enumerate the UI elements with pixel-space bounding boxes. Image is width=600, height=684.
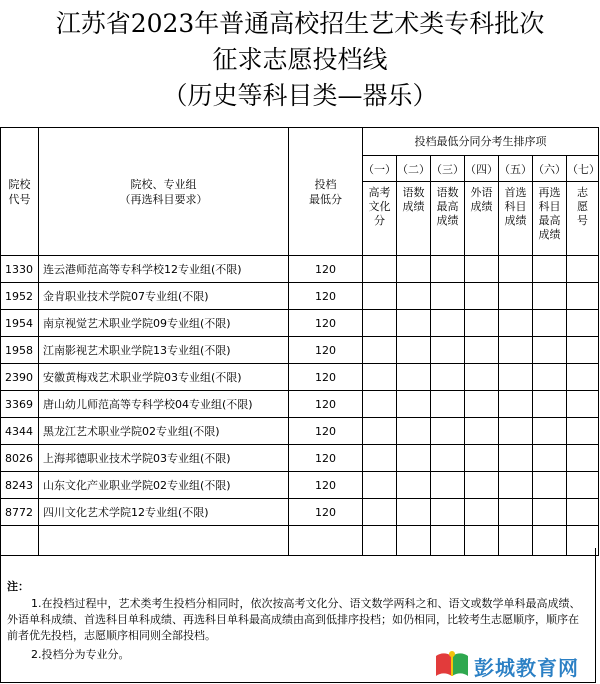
rank-value-cell <box>533 337 567 364</box>
rank-value-cell <box>363 337 397 364</box>
rank-value-cell <box>363 472 397 499</box>
rank-value-cell <box>465 310 499 337</box>
header-min-score: 投档 最低分 <box>289 128 363 256</box>
rank-value-cell <box>567 472 599 499</box>
rank-value-cell <box>397 445 431 472</box>
rank-value-cell <box>533 256 567 283</box>
rank-value-cell <box>465 445 499 472</box>
rank-value-cell <box>499 445 533 472</box>
rank-value-cell <box>499 418 533 445</box>
rank-value-cell <box>465 256 499 283</box>
min-score: 120 <box>289 256 363 283</box>
table-row <box>1 391 599 418</box>
rank-value-cell <box>397 283 431 310</box>
open-book-icon <box>434 650 470 678</box>
table-row <box>1 310 599 337</box>
watermark-logo <box>430 648 598 680</box>
min-score: 120 <box>289 337 363 364</box>
admission-score-table <box>0 127 599 556</box>
min-score: 120 <box>289 283 363 310</box>
rank-value-cell <box>499 283 533 310</box>
school-group-name: 江南影视艺术职业学院13专业组(不限) <box>39 337 289 364</box>
rank-value-cell <box>567 418 599 445</box>
rank-value-cell <box>431 337 465 364</box>
rank-value-cell <box>465 364 499 391</box>
rank-value-cell <box>533 310 567 337</box>
rank-value-cell <box>567 499 599 526</box>
rank-value-cell <box>431 310 465 337</box>
rank-value-cell <box>465 499 499 526</box>
rank-value-cell <box>567 337 599 364</box>
notes-label: 注： <box>7 580 29 593</box>
rank-value-cell <box>397 364 431 391</box>
rank-col-number: （一） <box>363 156 397 182</box>
rank-value-cell <box>533 283 567 310</box>
rank-value-cell <box>465 283 499 310</box>
school-group-name: 山东文化产业职业学院02专业组(不限) <box>39 472 289 499</box>
rank-value-cell <box>397 418 431 445</box>
school-group-name: 黑龙江艺术职业学院02专业组(不限) <box>39 418 289 445</box>
rank-value-cell <box>533 472 567 499</box>
rank-value-cell <box>465 472 499 499</box>
min-score: 120 <box>289 472 363 499</box>
rank-value-cell <box>431 418 465 445</box>
rank-value-cell <box>431 364 465 391</box>
table-row <box>1 445 599 472</box>
rank-value-cell <box>431 256 465 283</box>
rank-value-cell <box>533 499 567 526</box>
rank-col-label: 高考 文化 分 <box>363 182 397 256</box>
rank-value-cell <box>363 256 397 283</box>
school-code: 2390 <box>1 364 39 391</box>
rank-col-number: （六） <box>533 156 567 182</box>
rank-col-label: 语数 最高 成绩 <box>431 182 465 256</box>
rank-value-cell <box>567 391 599 418</box>
rank-value-cell <box>363 499 397 526</box>
rank-value-cell <box>397 391 431 418</box>
rank-col-label: 语数 成绩 <box>397 182 431 256</box>
school-code: 1958 <box>1 337 39 364</box>
school-group-name: 连云港师范高等专科学校12专业组(不限) <box>39 256 289 283</box>
table-row <box>1 283 599 310</box>
school-code: 3369 <box>1 391 39 418</box>
school-code: 1952 <box>1 283 39 310</box>
school-code: 8026 <box>1 445 39 472</box>
rank-value-cell <box>363 310 397 337</box>
school-code: 1954 <box>1 310 39 337</box>
rank-col-label: 首选 科目 成绩 <box>499 182 533 256</box>
rank-value-cell <box>363 418 397 445</box>
min-score: 120 <box>289 445 363 472</box>
rank-value-cell <box>363 364 397 391</box>
rank-value-cell <box>363 445 397 472</box>
rank-col-number: （二） <box>397 156 431 182</box>
rank-value-cell <box>465 337 499 364</box>
min-score: 120 <box>289 391 363 418</box>
rank-col-number: （三） <box>431 156 465 182</box>
rank-value-cell <box>499 310 533 337</box>
rank-value-cell <box>533 391 567 418</box>
rank-value-cell <box>499 499 533 526</box>
rank-value-cell <box>431 445 465 472</box>
rank-value-cell <box>397 472 431 499</box>
header-code: 院校 代号 <box>1 128 39 256</box>
table-row <box>1 256 599 283</box>
school-group-name: 安徽黄梅戏艺术职业学院03专业组(不限) <box>39 364 289 391</box>
rank-value-cell <box>431 391 465 418</box>
rank-value-cell <box>499 472 533 499</box>
table-row <box>1 472 599 499</box>
rank-col-number: （四） <box>465 156 499 182</box>
rank-value-cell <box>431 499 465 526</box>
rank-value-cell <box>431 472 465 499</box>
rank-value-cell <box>431 283 465 310</box>
rank-value-cell <box>533 418 567 445</box>
rank-value-cell <box>533 364 567 391</box>
school-code: 8243 <box>1 472 39 499</box>
school-group-name: 上海邦德职业技术学院03专业组(不限) <box>39 445 289 472</box>
rank-value-cell <box>567 310 599 337</box>
rank-value-cell <box>363 283 397 310</box>
rank-value-cell <box>397 499 431 526</box>
rank-value-cell <box>567 364 599 391</box>
rank-col-number: （五） <box>499 156 533 182</box>
table-row <box>1 337 599 364</box>
rank-col-label: 志 愿 号 <box>567 182 599 256</box>
rank-value-cell <box>397 337 431 364</box>
note-item-1: 1.在投档过程中，艺术类考生投档分相同时，依次按高考文化分、语文数学两科之和、语文或数学单科最高成绩、外语单科成绩、首选科目单科成绩、再选科目单科最高成绩由高到低排序投档；如仍相同，比较考生志愿顺序，顺序在前者优先投档，志愿顺序相同则全部投档。 <box>7 597 581 642</box>
rank-value-cell <box>567 256 599 283</box>
school-group-name: 南京视觉艺术职业学院09专业组(不限) <box>39 310 289 337</box>
watermark-text: 彭城教育网 <box>474 656 579 680</box>
rank-col-label: 外语 成绩 <box>465 182 499 256</box>
min-score: 120 <box>289 364 363 391</box>
school-code: 1330 <box>1 256 39 283</box>
school-code: 8772 <box>1 499 39 526</box>
page-title-line2: 征求志愿投档线 <box>212 45 388 74</box>
rank-value-cell <box>499 364 533 391</box>
rank-value-cell <box>397 310 431 337</box>
page-title-line3: （历史等科目类—器乐） <box>162 81 438 110</box>
rank-value-cell <box>499 337 533 364</box>
rank-col-number: （七） <box>567 156 599 182</box>
rank-value-cell <box>397 256 431 283</box>
note-item-2: 2.投档分为专业分。 <box>31 648 130 661</box>
table-row <box>1 499 599 526</box>
school-group-name: 四川文化艺术学院12专业组(不限) <box>39 499 289 526</box>
min-score: 120 <box>289 310 363 337</box>
rank-value-cell <box>465 391 499 418</box>
school-code: 4344 <box>1 418 39 445</box>
page-title-line1: 江苏省2023年普通高校招生艺术类专科批次 <box>55 9 545 38</box>
rank-value-cell <box>465 418 499 445</box>
rank-value-cell <box>533 445 567 472</box>
rank-value-cell <box>567 283 599 310</box>
table-row <box>1 418 599 445</box>
table-row <box>1 364 599 391</box>
min-score: 120 <box>289 418 363 445</box>
school-group-name: 唐山幼儿师范高等专科学校04专业组(不限) <box>39 391 289 418</box>
school-group-name: 金肯职业技术学院07专业组(不限) <box>39 283 289 310</box>
header-school: 院校、专业组 （再选科目要求） <box>39 128 289 256</box>
rank-col-label: 再选 科目 最高 成绩 <box>533 182 567 256</box>
rank-value-cell <box>363 391 397 418</box>
header-ranking-group: 投档最低分同分考生排序项 <box>363 128 599 156</box>
rank-value-cell <box>567 445 599 472</box>
rank-value-cell <box>499 256 533 283</box>
rank-value-cell <box>499 391 533 418</box>
min-score: 120 <box>289 499 363 526</box>
